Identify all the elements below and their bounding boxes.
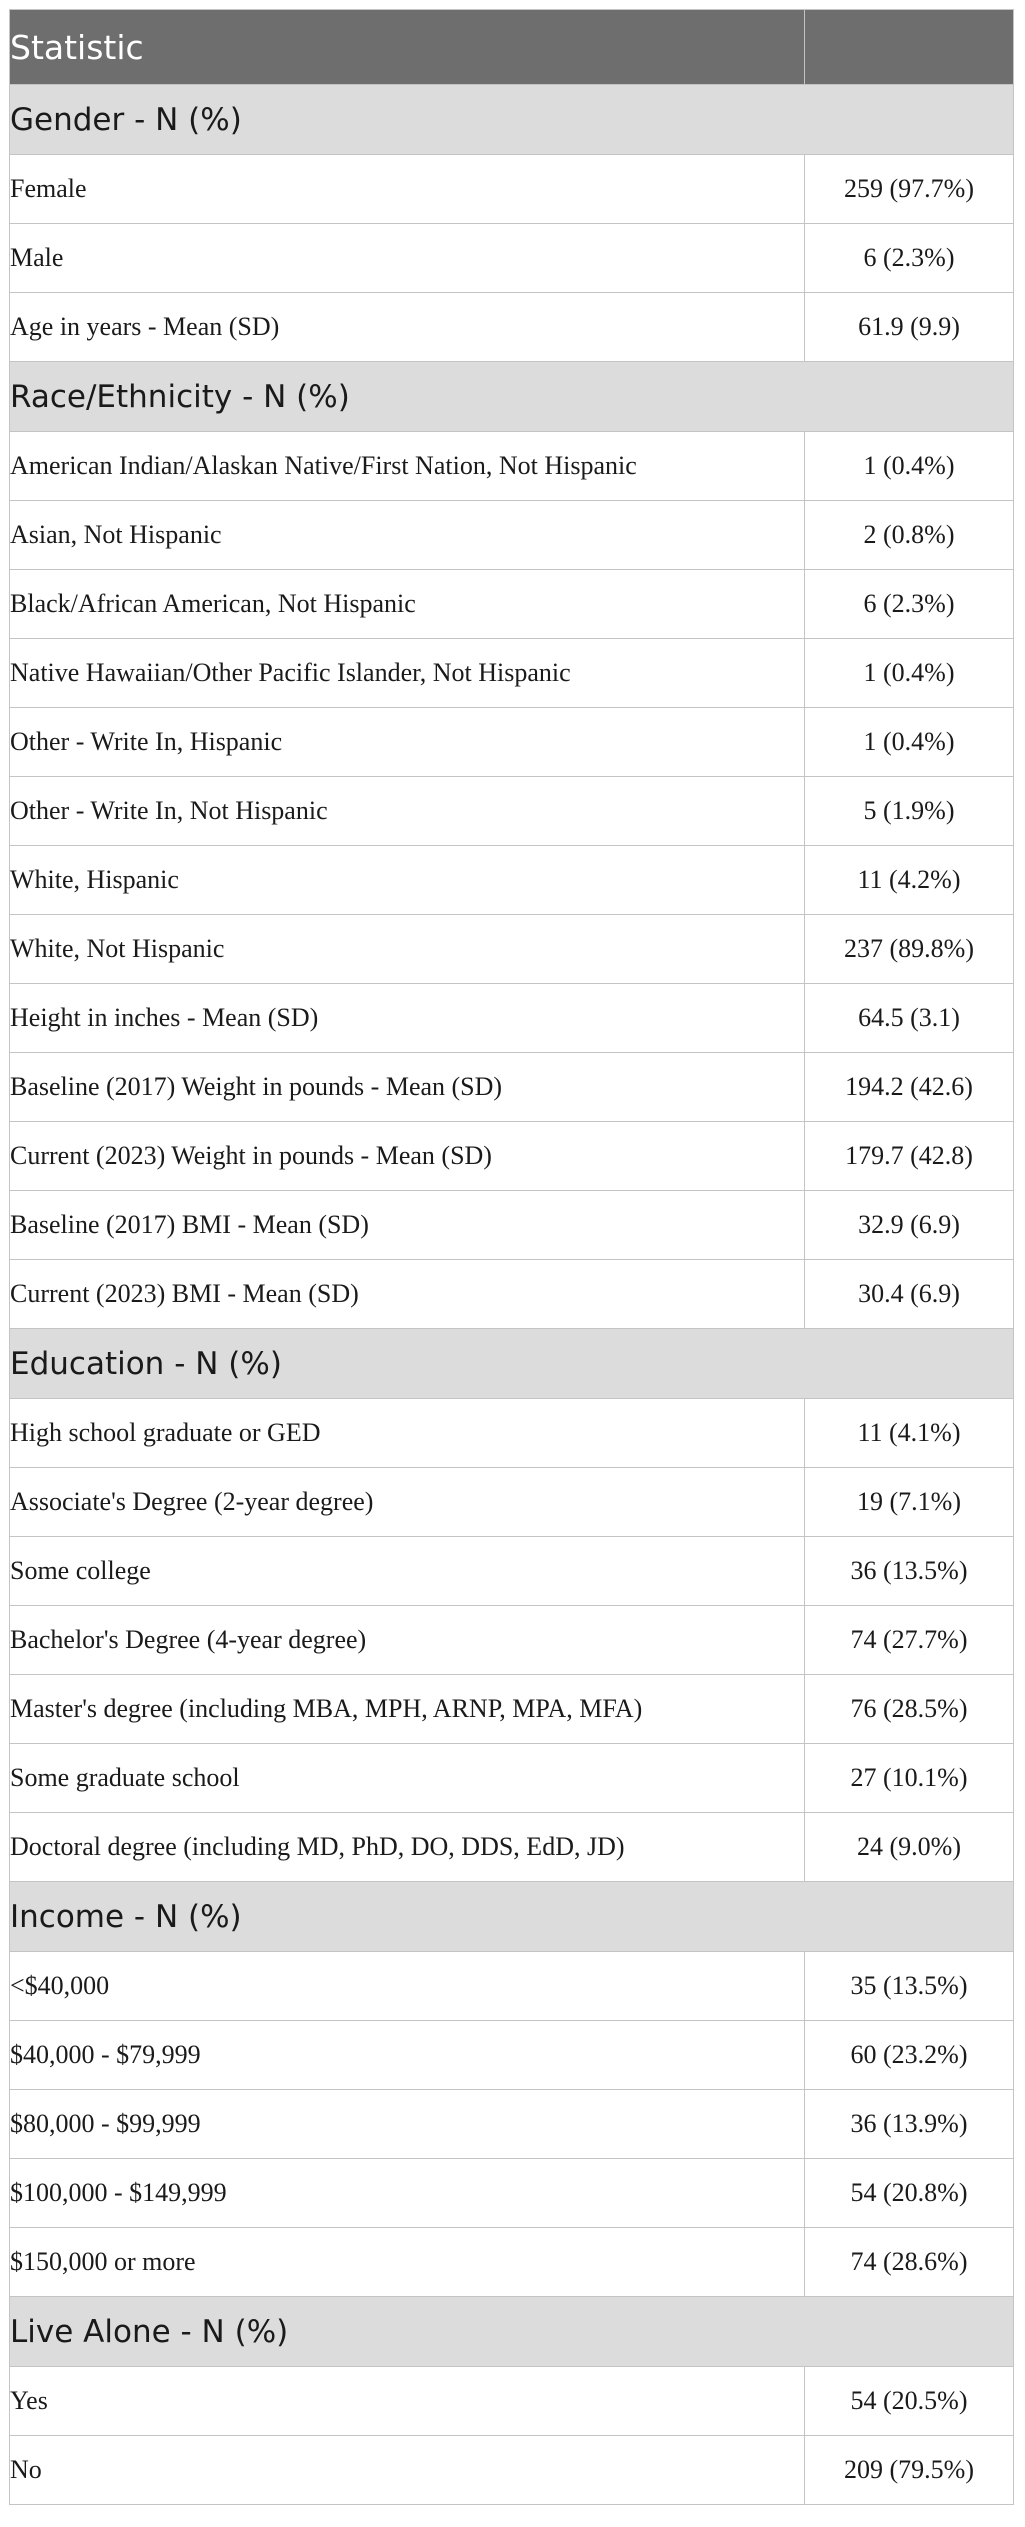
table-row bbox=[10, 846, 1014, 915]
table-row bbox=[10, 2021, 1014, 2090]
row-label: Bachelor's Degree (4-year degree) bbox=[10, 1606, 805, 1675]
table-row bbox=[10, 1606, 1014, 1675]
row-label: Native Hawaiian/Other Pacific Islander, Not Hispanic bbox=[10, 639, 805, 708]
section-header-row bbox=[10, 1882, 1014, 1952]
table-row bbox=[10, 777, 1014, 846]
table-row bbox=[10, 1744, 1014, 1813]
row-label: Baseline (2017) BMI - Mean (SD) bbox=[10, 1191, 805, 1260]
row-label: <$40,000 bbox=[10, 1952, 805, 2021]
row-label: $80,000 - $99,999 bbox=[10, 2090, 805, 2159]
row-value: 35 (13.5%) bbox=[805, 1952, 1014, 2021]
table-row bbox=[10, 570, 1014, 639]
table-row bbox=[10, 2090, 1014, 2159]
section-title: Live Alone - N (%) bbox=[10, 2297, 1014, 2367]
row-label: Other - Write In, Not Hispanic bbox=[10, 777, 805, 846]
row-value: 6 (2.3%) bbox=[805, 570, 1014, 639]
row-value: 11 (4.1%) bbox=[805, 1399, 1014, 1468]
table-row bbox=[10, 1399, 1014, 1468]
table-row bbox=[10, 501, 1014, 570]
table-row bbox=[10, 915, 1014, 984]
header-value bbox=[805, 10, 1014, 85]
row-value: 259 (97.7%) bbox=[805, 155, 1014, 224]
row-label: Other - Write In, Hispanic bbox=[10, 708, 805, 777]
section-header-row bbox=[10, 362, 1014, 432]
row-value: 179.7 (42.8) bbox=[805, 1122, 1014, 1191]
row-label: Male bbox=[10, 224, 805, 293]
row-value: 5 (1.9%) bbox=[805, 777, 1014, 846]
row-value: 27 (10.1%) bbox=[805, 1744, 1014, 1813]
section-title: Education - N (%) bbox=[10, 1329, 1014, 1399]
table-row bbox=[10, 293, 1014, 362]
row-value: 61.9 (9.9) bbox=[805, 293, 1014, 362]
row-label: Some graduate school bbox=[10, 1744, 805, 1813]
row-value: 54 (20.8%) bbox=[805, 2159, 1014, 2228]
row-value: 1 (0.4%) bbox=[805, 432, 1014, 501]
row-value: 30.4 (6.9) bbox=[805, 1260, 1014, 1329]
row-value: 24 (9.0%) bbox=[805, 1813, 1014, 1882]
table-row bbox=[10, 1537, 1014, 1606]
row-label: Current (2023) Weight in pounds - Mean (SD) bbox=[10, 1122, 805, 1191]
table-row bbox=[10, 1952, 1014, 2021]
row-label: Baseline (2017) Weight in pounds - Mean (SD) bbox=[10, 1053, 805, 1122]
row-value: 60 (23.2%) bbox=[805, 2021, 1014, 2090]
row-value: 19 (7.1%) bbox=[805, 1468, 1014, 1537]
row-value: 54 (20.5%) bbox=[805, 2367, 1014, 2436]
row-label: Doctoral degree (including MD, PhD, DO, DDS, EdD, JD) bbox=[10, 1813, 805, 1882]
table-row bbox=[10, 1468, 1014, 1537]
section-header-row bbox=[10, 2297, 1014, 2367]
row-value: 76 (28.5%) bbox=[805, 1675, 1014, 1744]
table-row bbox=[10, 224, 1014, 293]
row-label: $150,000 or more bbox=[10, 2228, 805, 2297]
section-title: Income - N (%) bbox=[10, 1882, 1014, 1952]
row-label: High school graduate or GED bbox=[10, 1399, 805, 1468]
table-row bbox=[10, 2159, 1014, 2228]
row-label: Yes bbox=[10, 2367, 805, 2436]
table-row bbox=[10, 155, 1014, 224]
row-label: Female bbox=[10, 155, 805, 224]
row-value: 11 (4.2%) bbox=[805, 846, 1014, 915]
table-row bbox=[10, 1675, 1014, 1744]
header-statistic: Statistic bbox=[10, 10, 805, 85]
row-label: White, Hispanic bbox=[10, 846, 805, 915]
table-row bbox=[10, 1191, 1014, 1260]
row-value: 2 (0.8%) bbox=[805, 501, 1014, 570]
section-header-row bbox=[10, 85, 1014, 155]
row-value: 74 (28.6%) bbox=[805, 2228, 1014, 2297]
row-label: Master's degree (including MBA, MPH, ARNP, MPA, MFA) bbox=[10, 1675, 805, 1744]
row-label: $100,000 - $149,999 bbox=[10, 2159, 805, 2228]
section-title: Race/Ethnicity - N (%) bbox=[10, 362, 1014, 432]
row-value: 1 (0.4%) bbox=[805, 639, 1014, 708]
table-row bbox=[10, 708, 1014, 777]
row-value: 74 (27.7%) bbox=[805, 1606, 1014, 1675]
row-label: Associate's Degree (2-year degree) bbox=[10, 1468, 805, 1537]
section-header-row bbox=[10, 1329, 1014, 1399]
row-value: 194.2 (42.6) bbox=[805, 1053, 1014, 1122]
row-label: Asian, Not Hispanic bbox=[10, 501, 805, 570]
row-value: 209 (79.5%) bbox=[805, 2436, 1014, 2505]
table-row bbox=[10, 1813, 1014, 1882]
table-row bbox=[10, 2228, 1014, 2297]
row-value: 36 (13.9%) bbox=[805, 2090, 1014, 2159]
table-row bbox=[10, 1260, 1014, 1329]
table-body bbox=[10, 85, 1014, 2505]
row-value: 64.5 (3.1) bbox=[805, 984, 1014, 1053]
statistics-table bbox=[9, 9, 1014, 2505]
table-row bbox=[10, 1053, 1014, 1122]
table-row bbox=[10, 639, 1014, 708]
row-label: $40,000 - $79,999 bbox=[10, 2021, 805, 2090]
row-value: 1 (0.4%) bbox=[805, 708, 1014, 777]
table-row bbox=[10, 984, 1014, 1053]
table-row bbox=[10, 1122, 1014, 1191]
row-label: White, Not Hispanic bbox=[10, 915, 805, 984]
row-value: 237 (89.8%) bbox=[805, 915, 1014, 984]
row-label: Black/African American, Not Hispanic bbox=[10, 570, 805, 639]
row-label: Height in inches - Mean (SD) bbox=[10, 984, 805, 1053]
row-value: 6 (2.3%) bbox=[805, 224, 1014, 293]
section-title: Gender - N (%) bbox=[10, 85, 1014, 155]
row-value: 36 (13.5%) bbox=[805, 1537, 1014, 1606]
row-label: No bbox=[10, 2436, 805, 2505]
table-row bbox=[10, 2367, 1014, 2436]
row-label: American Indian/Alaskan Native/First Nation, Not Hispanic bbox=[10, 432, 805, 501]
row-label: Age in years - Mean (SD) bbox=[10, 293, 805, 362]
row-value: 32.9 (6.9) bbox=[805, 1191, 1014, 1260]
table-row bbox=[10, 2436, 1014, 2505]
table-header-row bbox=[10, 10, 1014, 85]
row-label: Some college bbox=[10, 1537, 805, 1606]
row-label: Current (2023) BMI - Mean (SD) bbox=[10, 1260, 805, 1329]
table-row bbox=[10, 432, 1014, 501]
